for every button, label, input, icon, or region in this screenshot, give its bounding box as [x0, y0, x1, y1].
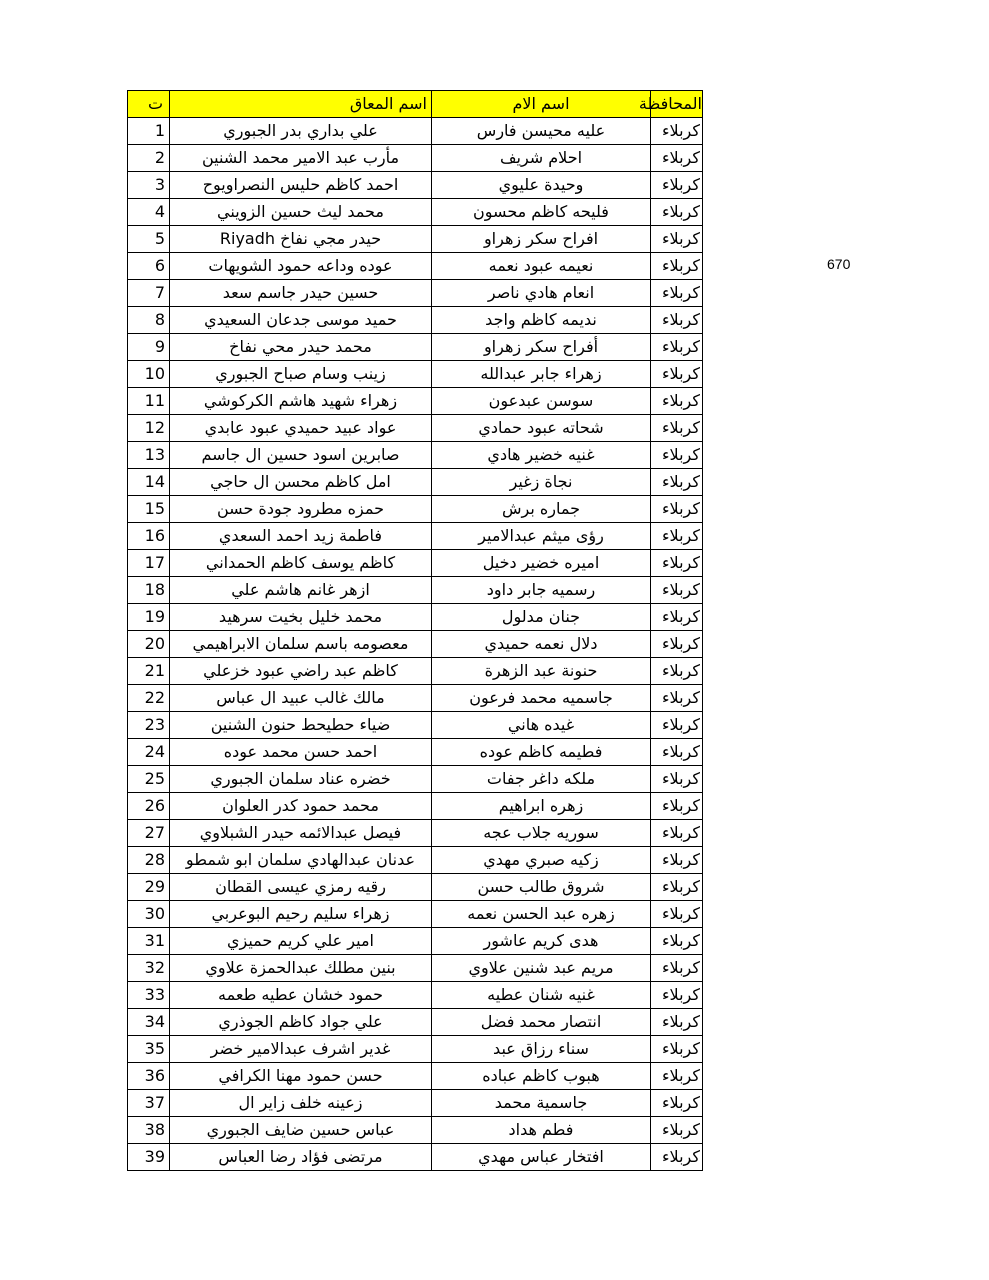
- governorate: كربلاء: [651, 928, 703, 955]
- disabled-person-name: امل كاظم محسن ال حاجي: [170, 469, 432, 496]
- row-number: 11: [128, 388, 170, 415]
- governorate: كربلاء: [651, 550, 703, 577]
- governorate: كربلاء: [651, 577, 703, 604]
- mother-name: دلال نعمه حميدي: [432, 631, 651, 658]
- row-number: 26: [128, 793, 170, 820]
- row-number: 34: [128, 1009, 170, 1036]
- row-number: 24: [128, 739, 170, 766]
- header-mother-name: اسم الام: [432, 91, 651, 118]
- mother-name: انتصار محمد فضل: [432, 1009, 651, 1036]
- mother-name: جاسمية محمد: [432, 1090, 651, 1117]
- row-number: 6: [128, 253, 170, 280]
- mother-name: شحاته عبود حمادي: [432, 415, 651, 442]
- table-row: [128, 280, 703, 307]
- mother-name: انعام هادي ناصر: [432, 280, 651, 307]
- page-side-number: 670: [827, 256, 851, 272]
- mother-name: هبوب كاظم عباده: [432, 1063, 651, 1090]
- governorate: كربلاء: [651, 523, 703, 550]
- disabled-person-name: احمد كاظم حليس النصراويوح: [170, 172, 432, 199]
- disabled-person-name: زهراء شهيد هاشم الكركوشي: [170, 388, 432, 415]
- mother-name: احلام شريف: [432, 145, 651, 172]
- disabled-person-name: حيدر مجي نفاخ Riyadh: [170, 226, 432, 253]
- disabled-person-name: امير علي كريم حميزي: [170, 928, 432, 955]
- governorate: كربلاء: [651, 334, 703, 361]
- governorate: كربلاء: [651, 1009, 703, 1036]
- table-header-row: [128, 91, 703, 118]
- disabled-person-name: زهراء سليم رحيم البوعربي: [170, 901, 432, 928]
- mother-name: غنيه شنان عطيه: [432, 982, 651, 1009]
- table-row: [128, 982, 703, 1009]
- disabled-person-name: حمزه مطرود جودة حسن: [170, 496, 432, 523]
- row-number: 17: [128, 550, 170, 577]
- row-number: 19: [128, 604, 170, 631]
- disabled-person-name: حميد موسى جدعان السعيدي: [170, 307, 432, 334]
- row-number: 37: [128, 1090, 170, 1117]
- table-row: [128, 496, 703, 523]
- table-row: [128, 604, 703, 631]
- table-row: [128, 793, 703, 820]
- disabled-person-name: مأرب عبد الامير محمد الشنين: [170, 145, 432, 172]
- disabled-person-name: احمد حسن محمد عوده: [170, 739, 432, 766]
- disabled-person-name: عوده وداعه حمود الشويهات: [170, 253, 432, 280]
- mother-name: غيده هاني: [432, 712, 651, 739]
- beneficiaries-table: [127, 90, 703, 1171]
- governorate: كربلاء: [651, 982, 703, 1009]
- mother-name: عليه محيسن فارس: [432, 118, 651, 145]
- disabled-person-name: ازهر غانم هاشم علي: [170, 577, 432, 604]
- row-number: 9: [128, 334, 170, 361]
- mother-name: رسميه جابر داود: [432, 577, 651, 604]
- row-number: 38: [128, 1117, 170, 1144]
- row-number: 8: [128, 307, 170, 334]
- disabled-person-name: معصومه باسم سلمان الابراهيمي: [170, 631, 432, 658]
- disabled-person-name: رقيه رمزي عيسى القطان: [170, 874, 432, 901]
- governorate: كربلاء: [651, 847, 703, 874]
- mother-name: شروق طالب حسن: [432, 874, 651, 901]
- disabled-person-name: زعينه خلف زاير ال: [170, 1090, 432, 1117]
- disabled-person-name: كاظم عبد راضي عبود خزعلي: [170, 658, 432, 685]
- disabled-person-name: حسين حيدر جاسم سعد: [170, 280, 432, 307]
- disabled-person-name: ضياء حطيحط حنون الشنين: [170, 712, 432, 739]
- row-number: 39: [128, 1144, 170, 1171]
- disabled-person-name: فاطمة زيد احمد السعدي: [170, 523, 432, 550]
- governorate: كربلاء: [651, 307, 703, 334]
- governorate: كربلاء: [651, 226, 703, 253]
- table-row: [128, 658, 703, 685]
- row-number: 29: [128, 874, 170, 901]
- row-number: 4: [128, 199, 170, 226]
- mother-name: جاسميه محمد فرعون: [432, 685, 651, 712]
- row-number: 22: [128, 685, 170, 712]
- row-number: 30: [128, 901, 170, 928]
- mother-name: اميره خضير دخيل: [432, 550, 651, 577]
- row-number: 33: [128, 982, 170, 1009]
- disabled-person-name: كاظم يوسف كاظم الحمداني: [170, 550, 432, 577]
- table-row: [128, 469, 703, 496]
- table-row: [128, 226, 703, 253]
- governorate: كربلاء: [651, 1036, 703, 1063]
- table-row: [128, 334, 703, 361]
- mother-name: رؤى ميثم عبدالامير: [432, 523, 651, 550]
- mother-name: فليحه كاظم محسون: [432, 199, 651, 226]
- row-number: 12: [128, 415, 170, 442]
- table-row: [128, 199, 703, 226]
- disabled-person-name: زينب وسام صباح الجبوري: [170, 361, 432, 388]
- disabled-person-name: حمود خشان عطيه طعمه: [170, 982, 432, 1009]
- header-governorate: المحافظة: [651, 91, 703, 118]
- mother-name: افتخار عباس مهدي: [432, 1144, 651, 1171]
- governorate: كربلاء: [651, 442, 703, 469]
- table-row: [128, 388, 703, 415]
- table-row: [128, 415, 703, 442]
- mother-name: نجاة زغير: [432, 469, 651, 496]
- row-number: 28: [128, 847, 170, 874]
- mother-name: نعيمه عبود نعمه: [432, 253, 651, 280]
- header-disabled-name: اسم المعاق: [170, 91, 432, 118]
- table-row: [128, 1036, 703, 1063]
- governorate: كربلاء: [651, 955, 703, 982]
- governorate: كربلاء: [651, 145, 703, 172]
- disabled-person-name: محمد حيدر محي نفاخ: [170, 334, 432, 361]
- table-row: [128, 847, 703, 874]
- mother-name: وحيدة عليوي: [432, 172, 651, 199]
- row-number: 13: [128, 442, 170, 469]
- mother-name: مريم عبد شنين علاوي: [432, 955, 651, 982]
- governorate: كربلاء: [651, 739, 703, 766]
- table-row: [128, 442, 703, 469]
- row-number: 5: [128, 226, 170, 253]
- table-row: [128, 631, 703, 658]
- disabled-person-name: فيصل عبدالائمه حيدر الشبلاوي: [170, 820, 432, 847]
- table-row: [128, 1144, 703, 1171]
- disabled-person-name: عدنان عبدالهادي سلمان ابو شمطو: [170, 847, 432, 874]
- disabled-person-name: محمد خليل بخيت سرهيد: [170, 604, 432, 631]
- table-row: [128, 712, 703, 739]
- row-number: 16: [128, 523, 170, 550]
- disabled-person-name: محمد حمود كدر العلوان: [170, 793, 432, 820]
- governorate: كربلاء: [651, 712, 703, 739]
- row-number: 21: [128, 658, 170, 685]
- table-row: [128, 550, 703, 577]
- mother-name: جماره برش: [432, 496, 651, 523]
- table-row: [128, 523, 703, 550]
- table-row: [128, 1009, 703, 1036]
- governorate: كربلاء: [651, 118, 703, 145]
- governorate: كربلاء: [651, 1144, 703, 1171]
- disabled-person-name: غدير اشرف عبدالامير خضر: [170, 1036, 432, 1063]
- table-row: [128, 118, 703, 145]
- disabled-person-name: محمد ليث حسين الزويني: [170, 199, 432, 226]
- table-row: [128, 145, 703, 172]
- table-row: [128, 361, 703, 388]
- mother-name: هدى كريم عاشور: [432, 928, 651, 955]
- mother-name: جنان مدلول: [432, 604, 651, 631]
- row-number: 35: [128, 1036, 170, 1063]
- row-number: 20: [128, 631, 170, 658]
- table-row: [128, 820, 703, 847]
- mother-name: أفراح سكر زهراو: [432, 334, 651, 361]
- disabled-person-name: صابرين اسود حسين ال جاسم: [170, 442, 432, 469]
- mother-name: زكيه صبري مهدي: [432, 847, 651, 874]
- table-row: [128, 1117, 703, 1144]
- mother-name: سوسن عبدعون: [432, 388, 651, 415]
- disabled-person-name: عباس حسين ضايف الجبوري: [170, 1117, 432, 1144]
- table-row: [128, 307, 703, 334]
- governorate: كربلاء: [651, 388, 703, 415]
- mother-name: فطم هداد: [432, 1117, 651, 1144]
- disabled-person-name: خضره عناد سلمان الجبوري: [170, 766, 432, 793]
- governorate: كربلاء: [651, 604, 703, 631]
- table-row: [128, 928, 703, 955]
- disabled-person-name: حسن حمود مهنا الكرافي: [170, 1063, 432, 1090]
- disabled-person-name: مالك غالب عبيد ال عباس: [170, 685, 432, 712]
- row-number: 10: [128, 361, 170, 388]
- table-row: [128, 577, 703, 604]
- governorate: كربلاء: [651, 874, 703, 901]
- table-row: [128, 874, 703, 901]
- row-number: 3: [128, 172, 170, 199]
- disabled-person-name: مرتضى فؤاد رضا العباس: [170, 1144, 432, 1171]
- table-row: [128, 685, 703, 712]
- row-number: 14: [128, 469, 170, 496]
- mother-name: نديمه كاظم واجد: [432, 307, 651, 334]
- mother-name: فطيمه كاظم عوده: [432, 739, 651, 766]
- mother-name: زهراء جابر عبدالله: [432, 361, 651, 388]
- governorate: كربلاء: [651, 361, 703, 388]
- row-number: 31: [128, 928, 170, 955]
- mother-name: غنيه خضير هادي: [432, 442, 651, 469]
- table-row: [128, 253, 703, 280]
- governorate: كربلاء: [651, 1117, 703, 1144]
- row-number: 32: [128, 955, 170, 982]
- governorate: كربلاء: [651, 820, 703, 847]
- row-number: 25: [128, 766, 170, 793]
- mother-name: زهره عبد الحسن نعمه: [432, 901, 651, 928]
- mother-name: زهره ابراهيم: [432, 793, 651, 820]
- disabled-person-name: عواد عبيد حميدي عبود عابدي: [170, 415, 432, 442]
- row-number: 27: [128, 820, 170, 847]
- mother-name: سناء رزاق عبد: [432, 1036, 651, 1063]
- table-row: [128, 1090, 703, 1117]
- table-row: [128, 1063, 703, 1090]
- governorate: كربلاء: [651, 658, 703, 685]
- governorate: كربلاء: [651, 253, 703, 280]
- row-number: 15: [128, 496, 170, 523]
- governorate: كربلاء: [651, 631, 703, 658]
- mother-name: ملكه داغر جفات: [432, 766, 651, 793]
- governorate: كربلاء: [651, 469, 703, 496]
- table-row: [128, 901, 703, 928]
- row-number: 7: [128, 280, 170, 307]
- row-number: 23: [128, 712, 170, 739]
- governorate: كربلاء: [651, 1090, 703, 1117]
- governorate: كربلاء: [651, 901, 703, 928]
- disabled-person-name: بنين مطلك عبدالحمزة علاوي: [170, 955, 432, 982]
- row-number: 1: [128, 118, 170, 145]
- table-row: [128, 739, 703, 766]
- row-number: 2: [128, 145, 170, 172]
- governorate: كربلاء: [651, 280, 703, 307]
- governorate: كربلاء: [651, 415, 703, 442]
- governorate: كربلاء: [651, 685, 703, 712]
- governorate: كربلاء: [651, 172, 703, 199]
- table-row: [128, 766, 703, 793]
- table-row: [128, 955, 703, 982]
- mother-name: سوريه جلاب عجه: [432, 820, 651, 847]
- governorate: كربلاء: [651, 793, 703, 820]
- governorate: كربلاء: [651, 766, 703, 793]
- mother-name: حنونة عبد الزهرة: [432, 658, 651, 685]
- disabled-person-name: علي بداري بدر الجبوري: [170, 118, 432, 145]
- governorate: كربلاء: [651, 496, 703, 523]
- row-number: 18: [128, 577, 170, 604]
- row-number: 36: [128, 1063, 170, 1090]
- header-number: ت: [128, 91, 170, 118]
- disabled-person-name: علي جواد كاظم الجوذري: [170, 1009, 432, 1036]
- governorate: كربلاء: [651, 199, 703, 226]
- governorate: كربلاء: [651, 1063, 703, 1090]
- table-row: [128, 172, 703, 199]
- mother-name: افراح سكر زهراو: [432, 226, 651, 253]
